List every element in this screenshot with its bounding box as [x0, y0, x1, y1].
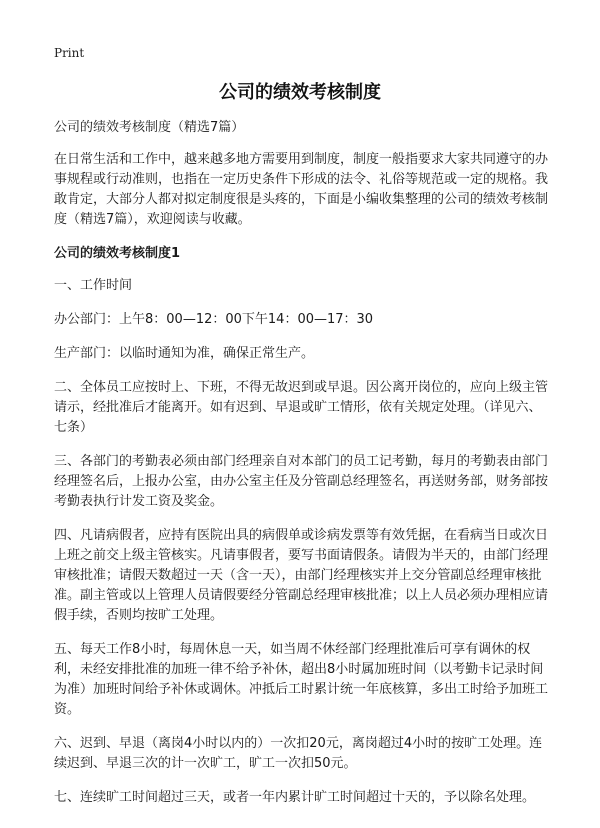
document-title: 公司的绩效考核制度: [219, 82, 381, 103]
document-body: [54, 118, 554, 822]
document-subtitle: 公司的绩效考核制度（精选7篇）: [54, 120, 245, 135]
paragraph-rule-2: 二、全体员工应按时上、下班，不得无故迟到或早退。因公离开岗位的，应向上级主管请示，经批准后才能离开。如有迟到、早退或旷工情形，依有关规定处理。（详见六、七条）: [54, 380, 549, 435]
section-heading: 公司的绩效考核制度1: [54, 246, 181, 261]
paragraph-rule-7: 七、连续旷工时间超过三天，或者一年内累计旷工时间超过十天的，予以除名处理。: [54, 790, 536, 805]
paragraph-rule-6: 六、迟到、早退（离岗4小时以内的）一次扣20元，离岗超过4小时的按旷工处理。连续迟到、早退三次的计一次旷工，旷工一次扣50元。: [54, 736, 543, 771]
paragraph-rule-5: 五、每天工作8小时，每周休息一天，如当周不休经部门经理批准后可享有调休的权利，未经安排批准的加班一律不给予补休，超出8小时属加班时间（以考勤卡记录时间为准）加班时间给予补休或调休。冲抵后工时累计统一年底核算，多出工时给予加班工资。: [54, 642, 549, 717]
paragraph-production-hours: 生产部门：以临时通知为准，确保正常生产。: [54, 346, 315, 361]
paragraph-work-hours-heading: 一、工作时间: [54, 278, 133, 293]
paragraph-rule-3: 三、各部门的考勤表必须由部门经理亲自对本部门的员工记考勤，每月的考勤表由部门经理签名后，上报办公室，由办公室主任及分管副总经理签名，再送财务部，财务部按考勤表执行计发工资及奖金。: [54, 454, 549, 509]
paragraph-office-hours: 办公部门：上午8：00—12：00下午14：00—17：30: [54, 312, 374, 327]
print-link[interactable]: Print: [54, 46, 85, 60]
intro-paragraph: 在日常生活和工作中，越来越多地方需要用到制度，制度一般指要求大家共同遵守的办事规程或行动准则，也指在一定历史条件下形成的法令、礼俗等规范或一定的规格。我敢肯定，大部分人都对拟定制度很是头疼的，下面是小编收集整理的公司的绩效考核制度（精选7篇），欢迎阅读与收藏。: [54, 152, 549, 227]
paragraph-rule-4: 四、凡请病假者，应持有医院出具的病假单或诊病发票等有效凭据，在看病当日或次日上班之前交上级主管核实。凡请事假者，要写书面请假条。请假为半天的，由部门经理审核批准；请假天数超过一天（含一天），由部门经理核实并上交分管副总经理审核批准。副主管或以上管理人员请假要经分管副总经理审核批准；以上人员必须办理相应请假手续，否则均按旷工处理。: [54, 528, 549, 623]
